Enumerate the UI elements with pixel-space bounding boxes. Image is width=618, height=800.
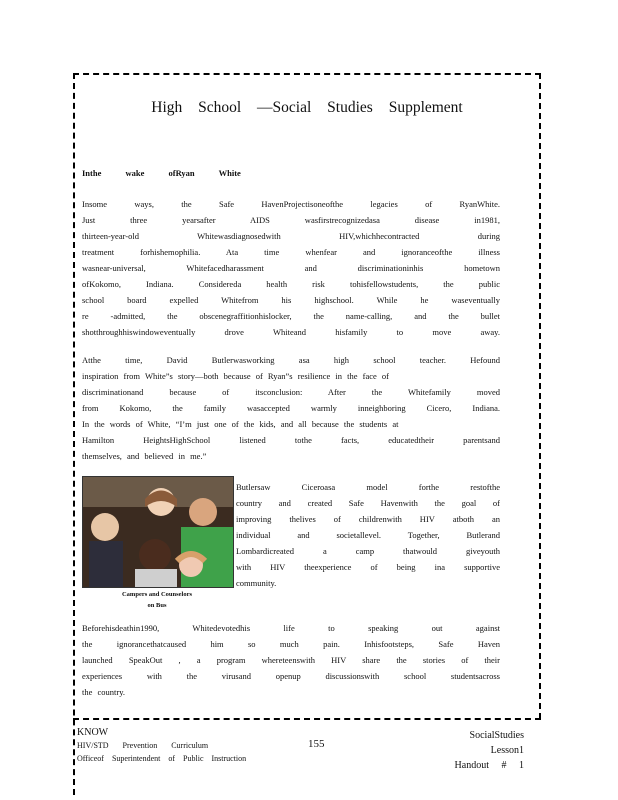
p3-line: with HIV theexperience of being ina supportive [236,562,500,572]
section-heading: Inthe wake ofRyan White [82,168,241,178]
p4-line: Beforehisdeathin1990, Whitedevotedhis life to speaking out against [82,623,500,633]
p4-line: the country. [82,687,126,697]
p3-line: Butlersaw Ciceroasa model forthe restofthe [236,482,500,492]
page-number: 155 [308,738,325,750]
page-title: High School —Social Studies Supplement [151,99,463,116]
p3-line: community. [236,578,277,588]
photo-caption [82,589,232,611]
footer-right [448,728,524,773]
border-top [73,73,541,75]
caption-line: on Bus [147,602,167,609]
footer-lesson: Lesson1 [490,745,524,756]
paragraph-2 [82,352,500,464]
footer-subject: SocialStudies [469,730,524,741]
p3-line: country and created Safe Havenwith the goal of [236,498,500,508]
p4-line: launched SpeakOut , a program whereteenswith HIV share the stories of their [82,655,500,665]
paragraph-4 [82,620,500,700]
border-right [539,73,541,719]
p1-line: ofKokomo, Indiana. Considereda health risk tohisfellowstudents, the public [82,279,500,289]
footer-left [77,726,246,765]
footer-handout: Handout # 1 [454,760,524,771]
p2-line: Atthe time, David Butlerwasworking asa high school teacher. Hefound [82,355,500,365]
p1-line: re -admitted, the obscenegraffitionhislocker, the name-calling, and the bullet [82,311,500,321]
p1-line: shotthroughhiswindoweventually drove Whiteand hisfamily to move away. [82,327,500,337]
p2-line: inspiration from White”s story—both because of Ryan”s resilience in the face of [82,371,390,381]
p4-line: experiences with the virusand openup discussionswith school studentsacross [82,671,500,681]
p4-line: the ignorancethatcaused him so much pain. Inhisfootsteps, Safe Haven [82,639,500,649]
border-bottom [73,718,541,720]
p1-line: Just three yearsafter AIDS wasfirstrecognizedasa disease in1981, [82,215,500,225]
footer-curriculum: HIV/STD Prevention Curriculum [77,741,209,750]
footer-org: KNOW [77,727,109,738]
p2-line: themselves, and believed in me.” [82,451,207,461]
p2-line: from Kokomo, the family wasaccepted warmly inneighboring Cicero, Indiana. [82,403,500,413]
paragraph-3 [236,479,500,591]
p3-line: improving thelives of childrenwith HIV atboth an [236,514,500,524]
p2-line: In the words of White, “I’m just one of the kids, and all because the students at [82,419,399,429]
p1-line: school board expelled Whitefrom his highschool. While he waseventually [82,295,500,305]
p2-line: Hamilton HeightsHighSchool listened tothe facts, educatedtheir parentsand [82,435,500,445]
p2-line: discriminationand because of itsconclusion: After the Whitefamily moved [82,387,500,397]
p1-line: wasnear-universal, Whitefacedharassment and discriminationinhis hometown [82,263,500,273]
caption-line: Campers and Counselors [121,591,193,598]
paragraph-1 [82,196,500,340]
footer-office: Officeof Superintendent of Public Instruction [77,754,247,763]
border-left [73,73,75,795]
p3-line: Lombardicreated a camp thatwould giveyouth [236,546,500,556]
p3-line: individual and societallevel. Together, Butlerand [236,530,500,540]
campers-photo-illustration [83,477,233,587]
p1-line: thirteen-year-old Whitewasdiagnosedwith HIV,whichhecontracted during [82,231,500,241]
p1-line: Insome ways, the Safe HavenProjectisoneofthe legacies of RyanWhite. [82,199,500,209]
campers-photo [82,476,234,588]
p1-line: treatment forhishemophilia. Ata time whenfear and ignoranceofthe illness [82,247,500,257]
